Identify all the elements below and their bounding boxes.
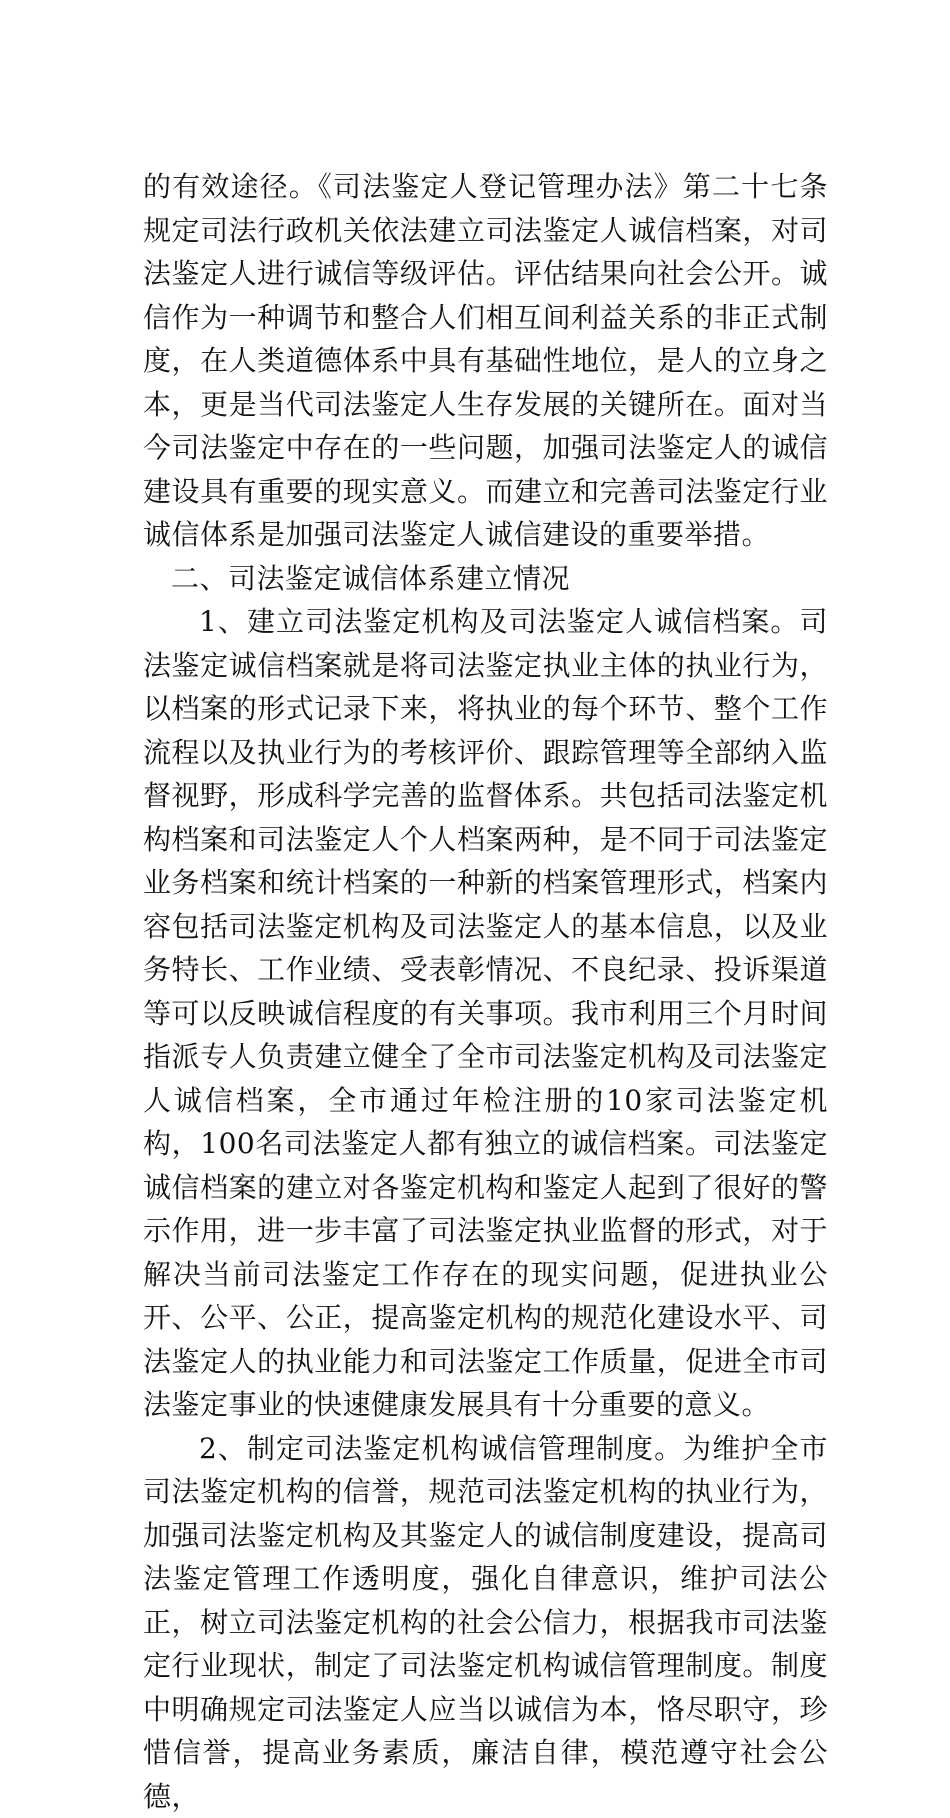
paragraph-intro: 的有效途径。《司法鉴定人登记管理办法》第二十七条规定司法行政机关依法建立司法鉴定人诚信档案，对司法鉴定人进行诚信等级评估。评估结果向社会公开。诚信作为一种调节和整合人们相互间利益关系的非正式制度，在人类道德体系中具有基础性地位，是人的立身之本，更是当代司法鉴定人生存发展的关键所在。面对当今司法鉴定中存在的一些问题，加强司法鉴定人的诚信建设具有重要的现实意义。而建立和完善司法鉴定行业诚信体系是加强司法鉴定人诚信建设的重要举措。 <box>143 165 828 557</box>
paragraph-integrity-management: 2、制定司法鉴定机构诚信管理制度。为维护全市司法鉴定机构的信誉，规范司法鉴定机构的执业行为，加强司法鉴定机构及其鉴定人的诚信制度建设，提高司法鉴定管理工作透明度，强化自律意识，维护司法公正，树立司法鉴定机构的社会公信力，根据我市司法鉴定行业现状，制定了司法鉴定机构诚信管理制度。制度中明确规定司法鉴定人应当以诚信为本，恪尽职守，珍惜信誉，提高业务素质，廉洁自律，模范遵守社会公德， <box>143 1427 828 1818</box>
paragraph-integrity-archives: 1、建立司法鉴定机构及司法鉴定人诚信档案。司法鉴定诚信档案就是将司法鉴定执业主体的执业行为，以档案的形式记录下来，将执业的每个环节、整个工作流程以及执业行为的考核评价、跟踪管理等全部纳入监督视野，形成科学完善的监督体系。共包括司法鉴定机构档案和司法鉴定人个人档案两种，是不同于司法鉴定业务档案和统计档案的一种新的档案管理形式，档案内容包括司法鉴定机构及司法鉴定人的基本信息，以及业务特长、工作业绩、受表彰情况、不良纪录、投诉渠道等可以反映诚信程度的有关事项。我市利用三个月时间指派专人负责建立健全了全市司法鉴定机构及司法鉴定人诚信档案，全市通过年检注册的10家司法鉴定机构，100名司法鉴定人都有独立的诚信档案。司法鉴定诚信档案的建立对各鉴定机构和鉴定人起到了很好的警示作用，进一步丰富了司法鉴定执业监督的形式，对于解决当前司法鉴定工作存在的现实问题，促进执业公开、公平、公正，提高鉴定机构的规范化建设水平、司法鉴定人的执业能力和司法鉴定工作质量，促进全市司法鉴定事业的快速健康发展具有十分重要的意义。 <box>143 600 828 1427</box>
document-page <box>143 165 828 1818</box>
section-heading-2: 二、司法鉴定诚信体系建立情况 <box>143 557 828 601</box>
